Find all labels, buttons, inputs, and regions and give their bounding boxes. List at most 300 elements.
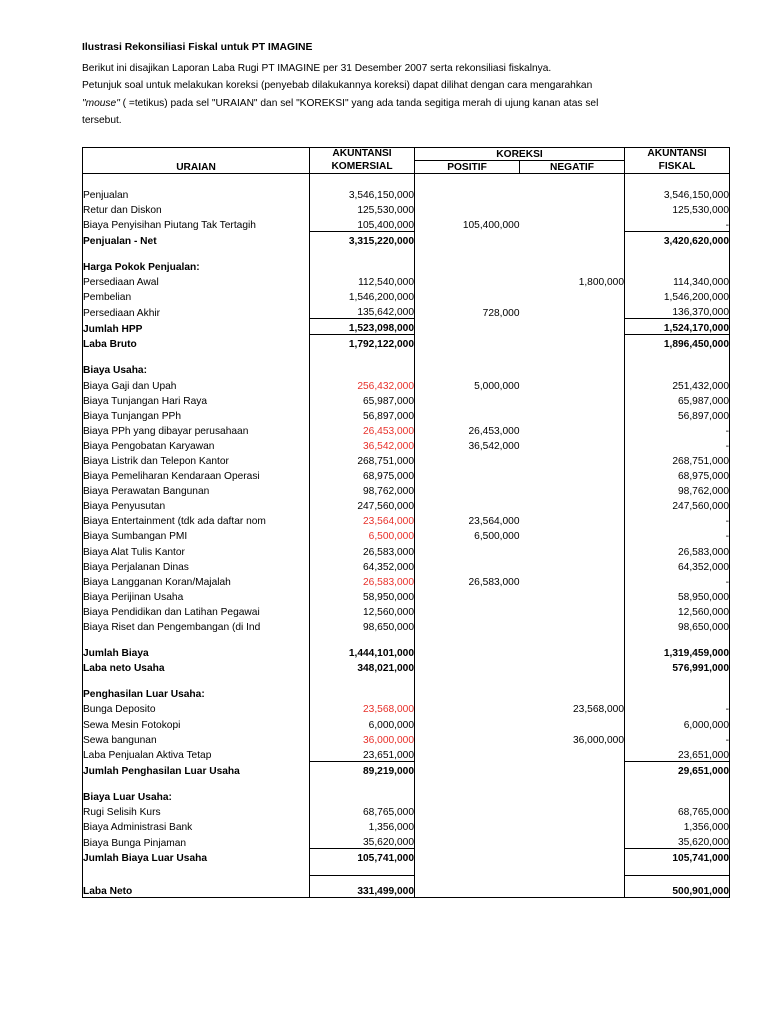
row-negatif	[520, 542, 625, 557]
row-negatif	[520, 303, 625, 319]
row-komersial: 23,568,000	[310, 700, 415, 715]
table-row	[83, 288, 730, 303]
row-komersial: 26,453,000	[310, 422, 415, 437]
row-positif: 26,453,000	[468, 425, 520, 437]
row-label: Biaya Penyusutan	[83, 497, 310, 512]
row-fiskal: 58,950,000	[625, 588, 730, 603]
row-positif	[415, 558, 520, 573]
spacer-cell	[415, 350, 520, 361]
table-row	[83, 376, 730, 391]
table-row	[83, 185, 730, 200]
spacer-cell	[83, 674, 310, 685]
row-negatif	[520, 803, 625, 818]
spacer-cell	[625, 350, 730, 361]
row-label: Biaya Gaji dan Upah	[83, 376, 310, 391]
row-fiskal: 6,000,000	[625, 715, 730, 730]
row-label: Sewa bangunan	[83, 731, 310, 746]
table-row	[83, 467, 730, 482]
row-label: Biaya Sumbangan PMI	[83, 527, 310, 542]
row-komersial: 247,560,000	[310, 497, 415, 512]
row-fiskal: 136,370,000	[625, 303, 730, 319]
row-fiskal: -	[625, 512, 730, 527]
row-komersial: 1,356,000	[310, 818, 415, 833]
spacer-cell	[625, 674, 730, 685]
row-fiskal: 64,352,000	[625, 558, 730, 573]
row-fiskal: 98,650,000	[625, 618, 730, 633]
intro-line-3-rest: ( =tetikus) pada sel "URAIAN" dan sel "KOREKSI" yang ada tanda segitiga merah di ujung kanan atas sel	[119, 97, 599, 109]
document-title: Ilustrasi Rekonsiliasi Fiskal untuk PT IMAGINE	[82, 42, 313, 53]
spacer-cell	[520, 633, 625, 644]
row-positif	[415, 761, 520, 777]
row-positif	[415, 618, 520, 633]
row-negatif	[520, 497, 625, 512]
header-akuntansi-fiskal-line1: AKUNTANSI	[625, 147, 730, 160]
row-positif	[415, 715, 520, 730]
row-negatif	[520, 361, 625, 376]
spacer-cell	[625, 174, 730, 186]
row-positif	[415, 849, 520, 865]
row-negatif	[520, 482, 625, 497]
spacer-cell	[310, 674, 415, 685]
row-label: Persediaan Awal	[83, 273, 310, 288]
row-fiskal: 3,420,620,000	[625, 231, 730, 247]
table-body	[83, 174, 730, 898]
row-positif	[415, 258, 520, 273]
table-row	[83, 833, 730, 849]
row-label: Bunga Deposito	[83, 700, 310, 715]
row-negatif	[520, 288, 625, 303]
row-positif	[415, 588, 520, 603]
row-label: Biaya Administrasi Bank	[83, 818, 310, 833]
row-komersial: 135,642,000	[310, 303, 415, 319]
row-positif	[415, 407, 520, 422]
row-negatif	[520, 201, 625, 216]
row-positif	[415, 788, 520, 803]
row-fiskal: -	[625, 700, 730, 715]
row-negatif	[520, 407, 625, 422]
row-positif	[415, 876, 520, 898]
row-fiskal: 3,546,150,000	[625, 185, 730, 200]
row-positif: 26,583,000	[468, 576, 520, 588]
table-row	[83, 618, 730, 633]
row-komersial: 3,315,220,000	[310, 231, 415, 247]
row-komersial: 56,897,000	[310, 407, 415, 422]
table-row	[83, 303, 730, 319]
table-spacer-row	[83, 674, 730, 685]
row-positif	[415, 482, 520, 497]
row-fiskal: 268,751,000	[625, 452, 730, 467]
row-negatif	[520, 335, 625, 351]
row-label: Penghasilan Luar Usaha:	[83, 685, 310, 700]
row-positif	[415, 542, 520, 557]
row-negatif	[520, 437, 625, 452]
row-positif	[415, 644, 520, 659]
table-row	[83, 231, 730, 247]
table-row	[83, 588, 730, 603]
table-row	[83, 392, 730, 407]
row-negatif	[520, 216, 625, 232]
header-negatif: NEGATIF	[520, 161, 625, 174]
spacer-cell	[520, 777, 625, 788]
row-komersial: 68,975,000	[310, 467, 415, 482]
row-positif	[415, 833, 520, 849]
row-label: Biaya Perjalanan Dinas	[83, 558, 310, 573]
row-fiskal: 1,546,200,000	[625, 288, 730, 303]
spacer-cell	[83, 633, 310, 644]
row-negatif	[520, 603, 625, 618]
spacer-cell	[520, 350, 625, 361]
spacer-cell	[83, 174, 310, 186]
row-positif	[415, 392, 520, 407]
table-row	[83, 335, 730, 351]
row-negatif	[520, 685, 625, 700]
row-label: Biaya Tunjangan Hari Raya	[83, 392, 310, 407]
row-negatif: 36,000,000	[520, 731, 625, 746]
table-header-row-2	[83, 161, 730, 174]
row-negatif	[520, 746, 625, 762]
row-fiskal: -	[625, 527, 730, 542]
table-row	[83, 319, 730, 335]
row-negatif	[520, 527, 625, 542]
row-label: Persediaan Akhir	[83, 303, 310, 319]
spacer-cell	[310, 777, 415, 788]
row-label: Retur dan Diskon	[83, 201, 310, 216]
header-akuntansi-fiskal-line2: FISKAL	[625, 161, 730, 174]
table-row	[83, 452, 730, 467]
row-label: Biaya Usaha:	[83, 361, 310, 376]
row-negatif	[520, 788, 625, 803]
spacer-cell	[83, 247, 310, 258]
row-fiskal: 23,651,000	[625, 746, 730, 762]
row-positif	[415, 659, 520, 674]
row-komersial: 35,620,000	[310, 833, 415, 849]
row-negatif	[520, 618, 625, 633]
row-label: Penjualan - Net	[83, 231, 310, 247]
table-row	[83, 542, 730, 557]
row-fiskal: 12,560,000	[625, 603, 730, 618]
row-komersial: 36,000,000	[310, 731, 415, 746]
row-komersial: 1,523,098,000	[310, 319, 415, 335]
table-spacer-row	[83, 864, 730, 876]
row-positif	[415, 467, 520, 482]
row-komersial: 348,021,000	[310, 659, 415, 674]
row-fiskal: 65,987,000	[625, 392, 730, 407]
spacer-cell	[83, 864, 310, 876]
row-komersial: 1,546,200,000	[310, 288, 415, 303]
row-komersial: 68,765,000	[310, 803, 415, 818]
spacer-cell	[83, 777, 310, 788]
table-row	[83, 818, 730, 833]
row-negatif	[520, 761, 625, 777]
table-row	[83, 715, 730, 730]
spacer-cell	[625, 247, 730, 258]
row-negatif	[520, 231, 625, 247]
row-komersial: 26,583,000	[310, 573, 415, 588]
row-positif	[415, 288, 520, 303]
row-fiskal	[625, 361, 730, 376]
table-row	[83, 876, 730, 898]
row-negatif	[520, 392, 625, 407]
row-positif	[415, 700, 520, 715]
row-fiskal: 68,975,000	[625, 467, 730, 482]
row-label: Biaya Alat Tulis Kantor	[83, 542, 310, 557]
spacer-cell	[310, 864, 415, 876]
row-positif	[415, 273, 520, 288]
row-negatif	[520, 512, 625, 527]
row-komersial	[310, 685, 415, 700]
row-komersial: 3,546,150,000	[310, 185, 415, 200]
row-positif	[415, 818, 520, 833]
row-label: Sewa Mesin Fotokopi	[83, 715, 310, 730]
intro-line-2: Petunjuk soal untuk melakukan koreksi (penyebab dilakukannya koreksi) dapat dilihat dengan cara mengarahkan	[82, 80, 593, 92]
row-komersial: 64,352,000	[310, 558, 415, 573]
table-row	[83, 788, 730, 803]
row-positif	[415, 731, 520, 746]
table-row	[83, 361, 730, 376]
spacer-cell	[415, 247, 520, 258]
row-label: Biaya Perijinan Usaha	[83, 588, 310, 603]
table-row	[83, 258, 730, 273]
row-komersial: 89,219,000	[310, 761, 415, 777]
row-negatif	[520, 422, 625, 437]
spacer-cell	[415, 174, 520, 186]
row-label: Biaya Riset dan Pengembangan (di Ind	[83, 618, 310, 633]
table-row	[83, 731, 730, 746]
row-label: Biaya Perawatan Bangunan	[83, 482, 310, 497]
table-row	[83, 273, 730, 288]
row-negatif	[520, 644, 625, 659]
row-komersial: 112,540,000	[310, 273, 415, 288]
table-row	[83, 746, 730, 762]
table-row	[83, 558, 730, 573]
header-positif: POSITIF	[415, 161, 520, 174]
row-label: Biaya PPh yang dibayar perusahaan	[83, 422, 310, 437]
row-label: Laba Neto	[83, 876, 310, 898]
row-label: Biaya Pendidikan dan Latihan Pegawai	[83, 603, 310, 618]
table-spacer-row	[83, 350, 730, 361]
spacer-cell	[625, 777, 730, 788]
row-positif	[415, 201, 520, 216]
row-positif	[415, 319, 520, 335]
row-komersial: 268,751,000	[310, 452, 415, 467]
row-label: Rugi Selisih Kurs	[83, 803, 310, 818]
row-komersial	[310, 258, 415, 273]
row-fiskal	[625, 258, 730, 273]
row-fiskal: 125,530,000	[625, 201, 730, 216]
row-fiskal: 56,897,000	[625, 407, 730, 422]
row-label: Jumlah Biaya	[83, 644, 310, 659]
table-row	[83, 422, 730, 437]
intro-mouse-word: "mouse"	[82, 97, 120, 109]
row-fiskal: 98,762,000	[625, 482, 730, 497]
row-fiskal: 105,741,000	[625, 849, 730, 865]
row-negatif	[520, 818, 625, 833]
spacer-cell	[520, 247, 625, 258]
row-label: Biaya Listrik dan Telepon Kantor	[83, 452, 310, 467]
row-label: Jumlah Penghasilan Luar Usaha	[83, 761, 310, 777]
row-negatif	[520, 319, 625, 335]
fiscal-reconciliation-table	[82, 147, 730, 898]
row-negatif	[520, 715, 625, 730]
row-komersial	[310, 361, 415, 376]
row-fiskal: 1,356,000	[625, 818, 730, 833]
row-label: Pembelian	[83, 288, 310, 303]
row-fiskal: 576,991,000	[625, 659, 730, 674]
spacer-cell	[415, 674, 520, 685]
header-akuntansi-komersial-line1: AKUNTANSI	[310, 147, 415, 160]
row-positif	[415, 335, 520, 351]
row-fiskal	[625, 788, 730, 803]
row-label: Biaya Langganan Koran/Majalah	[83, 573, 310, 588]
table-row	[83, 849, 730, 865]
row-komersial: 26,583,000	[310, 542, 415, 557]
row-komersial: 1,792,122,000	[310, 335, 415, 351]
row-positif	[415, 452, 520, 467]
row-negatif	[520, 876, 625, 898]
spacer-cell	[520, 174, 625, 186]
row-negatif	[520, 558, 625, 573]
row-komersial: 6,500,000	[310, 527, 415, 542]
row-komersial: 23,651,000	[310, 746, 415, 762]
spacer-cell	[415, 777, 520, 788]
header-uraian-top	[83, 147, 310, 160]
table-spacer-row	[83, 174, 730, 186]
row-komersial: 105,741,000	[310, 849, 415, 865]
row-komersial: 58,950,000	[310, 588, 415, 603]
row-label: Jumlah Biaya Luar Usaha	[83, 849, 310, 865]
row-negatif	[520, 376, 625, 391]
spacer-cell	[625, 864, 730, 876]
row-label: Biaya Luar Usaha:	[83, 788, 310, 803]
spacer-cell	[310, 633, 415, 644]
table-row	[83, 685, 730, 700]
row-label: Penjualan	[83, 185, 310, 200]
row-positif	[415, 497, 520, 512]
row-positif	[415, 746, 520, 762]
row-label: Biaya Entertainment (tdk ada daftar nom	[83, 512, 310, 527]
header-koreksi: KOREKSI	[415, 147, 625, 160]
row-positif	[415, 361, 520, 376]
row-fiskal: 1,524,170,000	[625, 319, 730, 335]
table-row	[83, 803, 730, 818]
row-label: Laba Bruto	[83, 335, 310, 351]
row-komersial: 105,400,000	[310, 216, 415, 232]
spacer-cell	[310, 174, 415, 186]
row-komersial: 65,987,000	[310, 392, 415, 407]
row-positif: 5,000,000	[474, 380, 520, 392]
table-header-row-1	[83, 147, 730, 160]
spacer-cell	[83, 350, 310, 361]
row-komersial: 36,542,000	[310, 437, 415, 452]
table-row	[83, 573, 730, 588]
row-fiskal: -	[625, 731, 730, 746]
row-positif	[415, 803, 520, 818]
row-fiskal: 1,896,450,000	[625, 335, 730, 351]
row-positif: 6,500,000	[474, 531, 520, 543]
row-negatif: 1,800,000	[520, 273, 625, 288]
row-komersial: 98,762,000	[310, 482, 415, 497]
row-positif: 105,400,000	[462, 220, 520, 232]
table-row	[83, 527, 730, 542]
row-label: Jumlah HPP	[83, 319, 310, 335]
row-komersial: 12,560,000	[310, 603, 415, 618]
row-label: Biaya Penyisihan Piutang Tak Tertagih	[83, 216, 310, 232]
row-komersial	[310, 788, 415, 803]
header-akuntansi-komersial-line2: KOMERSIAL	[310, 161, 415, 174]
table-row	[83, 761, 730, 777]
row-positif: 36,542,000	[468, 440, 520, 452]
row-komersial: 331,499,000	[310, 876, 415, 898]
row-negatif	[520, 833, 625, 849]
intro-line-4: tersebut.	[82, 115, 122, 127]
row-label: Biaya Pengobatan Karyawan	[83, 437, 310, 452]
table-row	[83, 407, 730, 422]
intro-line-1: Berikut ini disajikan Laporan Laba Rugi PT IMAGINE per 31 Desember 2007 serta rekonsiliasi fiskalnya.	[82, 62, 552, 74]
row-positif	[415, 685, 520, 700]
row-komersial: 125,530,000	[310, 201, 415, 216]
row-fiskal: -	[625, 437, 730, 452]
row-label: Biaya Bunga Pinjaman	[83, 833, 310, 849]
row-komersial: 256,432,000	[310, 376, 415, 391]
spacer-cell	[310, 247, 415, 258]
row-negatif: 23,568,000	[520, 700, 625, 715]
row-negatif	[520, 588, 625, 603]
row-negatif	[520, 659, 625, 674]
table-row	[83, 659, 730, 674]
row-negatif	[520, 258, 625, 273]
row-positif	[415, 185, 520, 200]
table-row	[83, 603, 730, 618]
table-row	[83, 700, 730, 715]
row-fiskal: 26,583,000	[625, 542, 730, 557]
table-row	[83, 201, 730, 216]
row-komersial: 98,650,000	[310, 618, 415, 633]
row-fiskal: 1,319,459,000	[625, 644, 730, 659]
row-fiskal: 500,901,000	[625, 876, 730, 898]
row-fiskal: -	[625, 422, 730, 437]
intro-block	[82, 40, 724, 130]
row-positif	[415, 603, 520, 618]
row-fiskal: -	[625, 216, 730, 232]
row-fiskal	[625, 685, 730, 700]
row-fiskal: 68,765,000	[625, 803, 730, 818]
row-label: Laba Penjualan Aktiva Tetap	[83, 746, 310, 762]
header-uraian: URAIAN	[83, 161, 310, 174]
row-positif: 23,564,000	[468, 516, 520, 528]
row-fiskal: 29,651,000	[625, 761, 730, 777]
row-negatif	[520, 849, 625, 865]
table-row	[83, 482, 730, 497]
table-row	[83, 216, 730, 232]
row-positif	[415, 231, 520, 247]
spacer-cell	[310, 350, 415, 361]
row-fiskal: 35,620,000	[625, 833, 730, 849]
row-label: Biaya Tunjangan PPh	[83, 407, 310, 422]
row-label: Biaya Pemeliharan Kendaraan Operasi	[83, 467, 310, 482]
spacer-cell	[520, 674, 625, 685]
row-fiskal: 114,340,000	[625, 273, 730, 288]
spacer-cell	[415, 633, 520, 644]
table-row	[83, 512, 730, 527]
row-komersial: 6,000,000	[310, 715, 415, 730]
table-row	[83, 644, 730, 659]
row-label: Laba neto Usaha	[83, 659, 310, 674]
table-spacer-row	[83, 633, 730, 644]
row-fiskal: 247,560,000	[625, 497, 730, 512]
table-header	[83, 147, 730, 174]
spacer-cell	[625, 633, 730, 644]
row-positif: 728,000	[482, 307, 520, 319]
